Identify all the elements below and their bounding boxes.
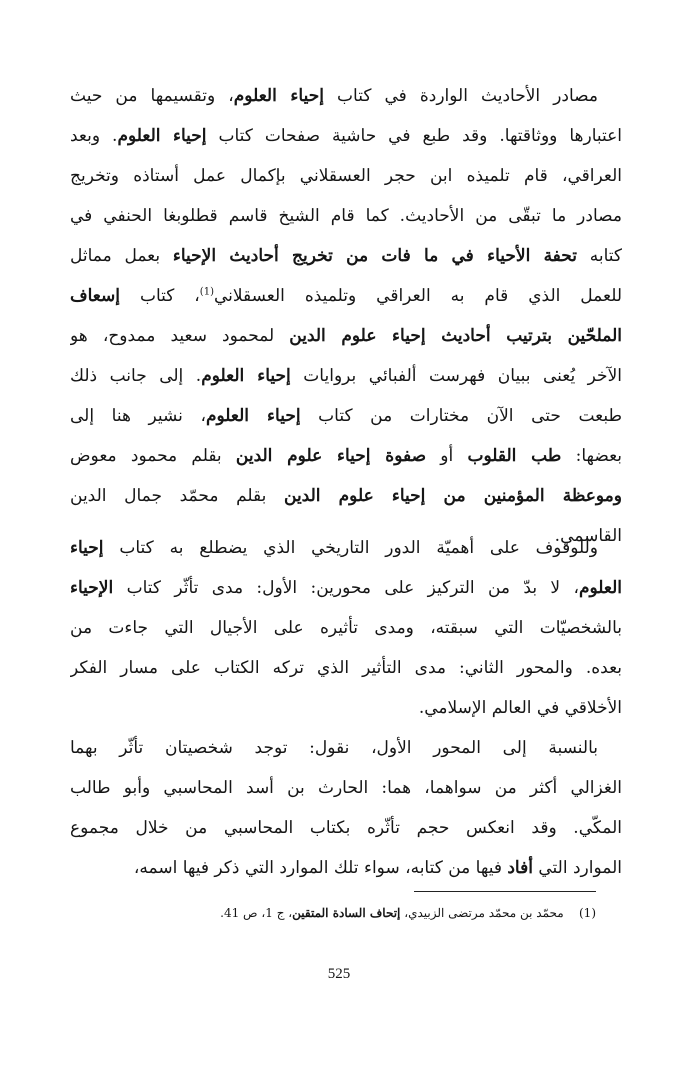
bold-title: إحياء العلوم xyxy=(117,126,207,146)
bold-title: وموعظة المؤمنين من إحياء علوم الدين xyxy=(284,486,622,506)
text-run: وللوقوف على أهميّة الدور التاريخي الذي يضطلع به كتاب xyxy=(103,538,598,558)
text-line xyxy=(70,116,622,156)
text-run: للعمل الذي قام به العراقي وتلميذه العسقلاني xyxy=(213,286,622,306)
footnote-marker: (1) xyxy=(578,906,596,920)
text-line xyxy=(70,688,622,728)
text-line xyxy=(70,608,622,648)
bold-title: الملحّين بترتيب أحاديث إحياء علوم الدين xyxy=(289,326,622,346)
text-run: بعضها: xyxy=(561,446,622,466)
footnote-separator xyxy=(414,891,596,892)
footnote-rest: ، ج 1، ص 41. xyxy=(220,906,293,920)
page-number: 525 xyxy=(327,966,351,982)
footnote-title: إتحاف السادة المتقين xyxy=(292,906,401,920)
text-line xyxy=(70,568,622,608)
text-run: لمحمود سعيد ممدوح، هو xyxy=(70,326,290,346)
text-line xyxy=(70,156,622,196)
text-run: اعتبارها ووثاقتها. وقد طبع في حاشية صفحات كتاب xyxy=(206,126,622,146)
text-line xyxy=(70,76,622,116)
bold-title: تحفة الأحياء في ما فات من تخريج أحاديث الإحياء xyxy=(172,246,577,266)
text-run: . وبعد xyxy=(70,126,118,146)
text-run: العراقي، قام تلميذه ابن حجر العسقلاني بإكمال عمل أستاذه وتخريج xyxy=(70,166,622,186)
text-line xyxy=(70,768,622,808)
text-line xyxy=(70,236,622,276)
text-run: القاسمي. xyxy=(554,526,622,546)
bold-title: إسعاف xyxy=(70,286,120,306)
text-run: بقلم محمود معوض xyxy=(70,446,236,466)
text-run: ، وتقسيمها من حيث xyxy=(70,86,234,106)
text-run: أو xyxy=(426,446,468,466)
paragraph-1 xyxy=(70,76,622,556)
paragraph-3 xyxy=(70,728,622,888)
text-line xyxy=(70,316,622,356)
text-line xyxy=(70,476,622,516)
text-line xyxy=(70,436,622,476)
text-line xyxy=(70,528,622,568)
text-run: كتابه xyxy=(576,246,622,266)
text-run: مصادر الأحاديث الواردة في كتاب xyxy=(323,86,598,106)
text-run: . إلى جانب ذلك xyxy=(70,366,202,386)
text-line xyxy=(70,396,622,436)
text-run: طبعت حتى الآن مختارات من كتاب xyxy=(300,406,622,426)
text-line xyxy=(70,196,622,236)
text-run: بالنسبة إلى المحور الأول، نقول: توجد شخصيتان تأثّر بهما xyxy=(70,738,598,758)
text-run: بعمل مماثل xyxy=(70,246,173,266)
footnote-author: محمّد بن محمّد مرتضى الزبيدي، xyxy=(400,906,564,920)
text-run: الأخلاقي في العالم الإسلامي. xyxy=(418,698,622,718)
text-run: المكّي. وقد انعكس حجم تأثّره بكتاب المحاسبي من خلال مجموع xyxy=(70,818,622,838)
bold-title: صفوة إحياء علوم الدين xyxy=(235,446,427,466)
text-run: الموارد التي xyxy=(532,858,622,878)
text-run: ، كتاب xyxy=(119,286,200,306)
bold-title: إحياء العلوم xyxy=(201,366,291,386)
bold-title: إحياء xyxy=(70,538,104,558)
text-run: ، نشير هنا إلى xyxy=(70,406,206,426)
text-run: بالشخصيّات التي سبقته، ومدى تأثيره على الأجيال التي جاءت من xyxy=(70,618,622,638)
text-run: الآخر يُعنى ببيان فهرست ألفبائي بروايات xyxy=(290,366,622,386)
paragraph-2 xyxy=(70,528,622,728)
text-run: بقلم محمّد جمال الدين xyxy=(70,486,284,506)
text-run: ، لا بدّ من التركيز على محورين: الأول: مدى تأثّر كتاب xyxy=(113,578,579,598)
text-line xyxy=(70,276,622,316)
bold-title: إحياء العلوم xyxy=(205,406,301,426)
bold-title: إحياء العلوم xyxy=(233,86,324,106)
text-run: بعده. والمحور الثاني: مدى التأثير الذي تركه الكتاب على مسار الفكر xyxy=(70,658,622,678)
text-line xyxy=(70,728,622,768)
bold-title: العلوم xyxy=(578,578,622,598)
footnote-reference: (1) xyxy=(199,286,214,298)
text-line xyxy=(70,648,622,688)
footnote xyxy=(76,902,596,924)
text-run: فيها من كتابه، سواء تلك الموارد التي ذكر فيها اسمه، xyxy=(133,858,508,878)
bold-title: الإحياء xyxy=(70,578,114,598)
bold-title: طب القلوب xyxy=(467,446,562,466)
text-line xyxy=(70,356,622,396)
text-line xyxy=(70,848,622,888)
text-line xyxy=(70,808,622,848)
bold-title: أفاد xyxy=(507,858,533,878)
text-run: الغزالي أكثر من سواهما، هما: الحارث بن أسد المحاسبي وأبو طالب xyxy=(70,778,622,798)
text-run: مصادر ما تبقّى من الأحاديث. كما قام الشيخ قاسم قطلوبغا الحنفي في xyxy=(70,206,622,226)
